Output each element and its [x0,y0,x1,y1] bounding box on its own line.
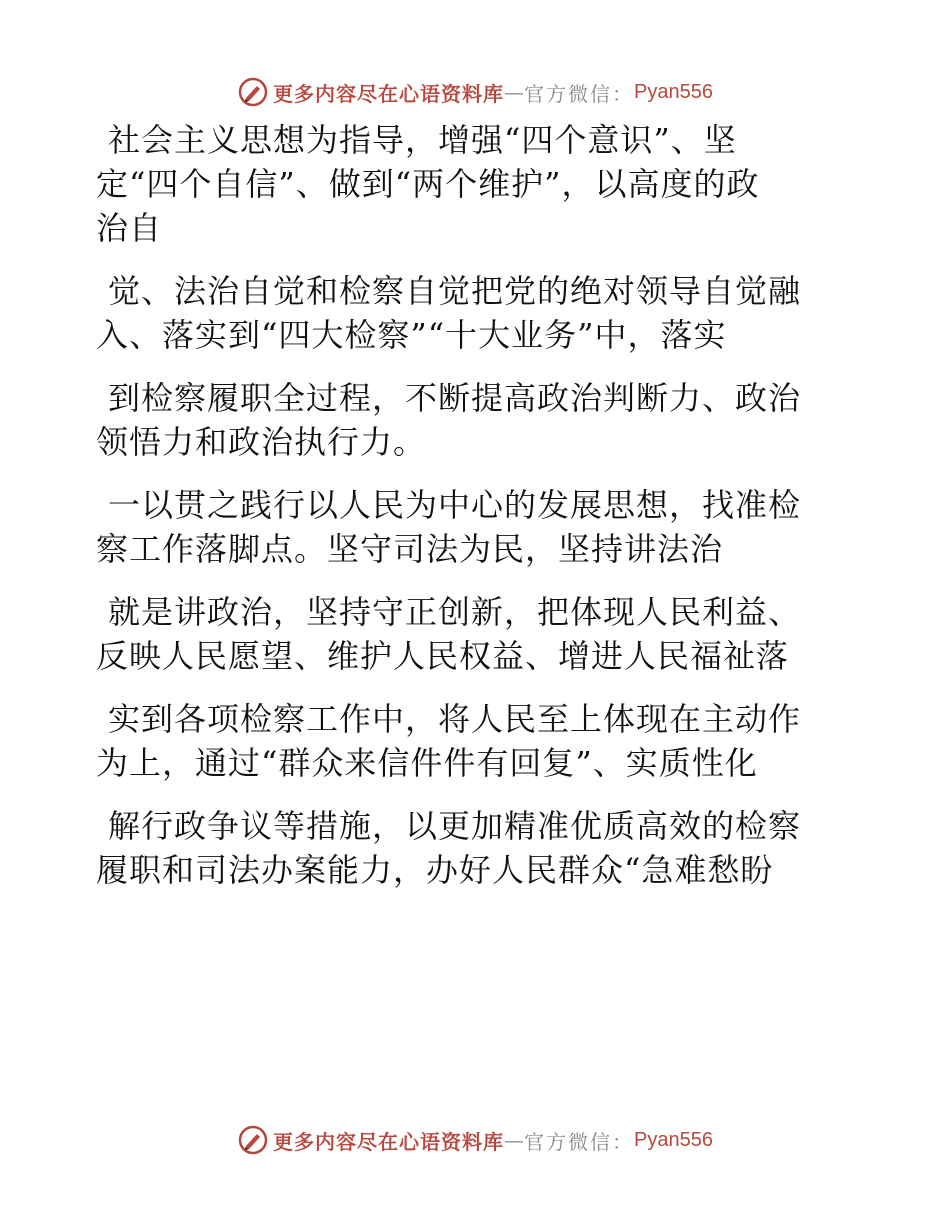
text-line: 入、落实到“四大检察”“十大业务”中，落实 [96,316,727,354]
banner-wechat-id: Pyan556 [634,1128,713,1151]
paragraph [96,118,856,250]
text-line: 察工作落脚点。坚守司法为民，坚持讲法治 [96,530,724,568]
text-line: 社会主义思想为指导，增强“四个意识”、坚 [108,121,737,159]
text-line: 领悟力和政治执行力。 [96,423,427,461]
document-body [96,118,856,892]
paragraph [96,697,856,785]
text-line: 实到各项检察工作中，将人民至上体现在主动作 [108,700,802,738]
banner-dash: — [504,80,525,104]
logo-pen-icon [237,1124,269,1156]
banner-wechat-id: Pyan556 [634,80,713,103]
banner-dash: — [504,1128,525,1152]
text-line: 反映人民愿望、维护人民权益、增进人民福祉落 [96,637,790,675]
text-line: 就是讲政治，坚持守正创新，把体现人民利益、 [108,593,802,631]
text-line: 觉、法治自觉和检察自觉把党的绝对领导自觉融 [108,272,802,310]
text-line: 治自 [96,209,163,247]
text-line: 一以贯之践行以人民为中心的发展思想，找准检 [108,486,802,524]
text-line: 解行政争议等措施，以更加精准优质高效的检察 [108,807,802,845]
footer-watermark-banner [0,1120,950,1160]
header-watermark-banner [0,72,950,112]
banner-promo-text: 更多内容尽在心语资料库 [273,1129,505,1154]
banner-wechat-label: 官方微信： [524,1129,635,1154]
text-line: 为上，通过“群众来信件件有回复”、实质性化 [96,744,758,782]
logo-pen-icon [237,76,269,108]
text-line: 履职和司法办案能力，办好人民群众“急难愁盼 [96,851,774,889]
text-line: 定“四个自信”、做到“两个维护”，以高度的政 [96,165,760,203]
banner-promo-text: 更多内容尽在心语资料库 [273,81,505,106]
paragraph [96,804,856,892]
text-line: 到检察履职全过程，不断提高政治判断力、政治 [108,379,802,417]
paragraph [96,590,856,678]
paragraph [96,376,856,464]
paragraph [96,483,856,571]
paragraph [96,269,856,357]
banner-wechat-label: 官方微信： [524,81,635,106]
